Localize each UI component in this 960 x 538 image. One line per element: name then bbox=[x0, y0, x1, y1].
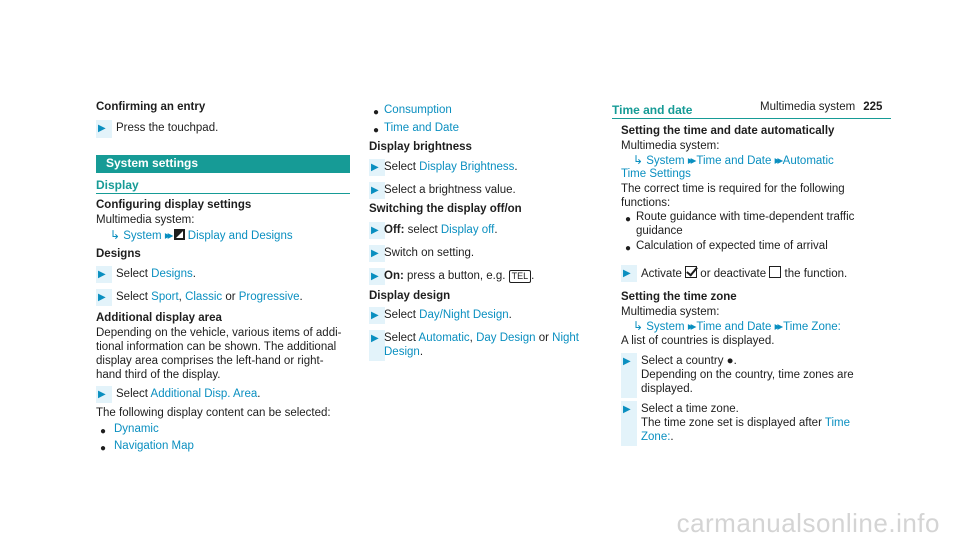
night-design-link[interactable]: Night bbox=[552, 332, 579, 344]
divider bbox=[96, 193, 350, 194]
heading-display-design: Display design bbox=[369, 290, 451, 302]
heading-additional-display-area: Additional display area bbox=[96, 312, 222, 324]
text: or bbox=[222, 291, 239, 303]
time-zone-link[interactable]: Time bbox=[824, 417, 851, 429]
heading-display-brightness: Display brightness bbox=[369, 141, 472, 153]
option-dynamic[interactable]: Dynamic bbox=[114, 423, 159, 435]
text: , bbox=[469, 332, 477, 344]
step-select-time-zone: Select a time zone. bbox=[641, 403, 739, 415]
path-system-link[interactable]: System bbox=[646, 155, 685, 167]
step-arrow-icon: ▶ bbox=[623, 356, 631, 367]
text: . bbox=[419, 346, 424, 358]
step-select-style bbox=[116, 290, 350, 305]
paragraph-line: display area comprises the left-hand or right- bbox=[96, 355, 324, 367]
text: . bbox=[257, 388, 261, 400]
additional-disp-area-link[interactable]: Additional Disp. Area bbox=[150, 388, 258, 400]
step-arrow-icon: ▶ bbox=[371, 185, 379, 196]
heading-confirming-entry: Confirming an entry bbox=[96, 101, 206, 113]
path-time-date-link[interactable]: Time and Date bbox=[696, 155, 772, 167]
step-arrow-icon: ▶ bbox=[371, 162, 379, 173]
menu-path bbox=[633, 319, 891, 335]
checkbox-checked-icon bbox=[685, 266, 697, 278]
path-time-settings-link[interactable]: Time Settings bbox=[621, 168, 691, 180]
display-off-link[interactable]: Display off bbox=[440, 224, 495, 236]
menu-label: Multimedia system: bbox=[621, 306, 720, 318]
step-select-country bbox=[641, 354, 891, 369]
step-arrow-icon: ▶ bbox=[371, 333, 379, 344]
step-arrow-icon: ▶ bbox=[371, 225, 379, 236]
text: The time zone set is displayed after bbox=[641, 417, 825, 429]
subheading-display: Display bbox=[96, 178, 139, 192]
step-select-additional-area bbox=[116, 387, 350, 402]
bullet-icon: ● bbox=[625, 243, 632, 254]
step-activate bbox=[641, 266, 891, 282]
text: or bbox=[535, 332, 553, 344]
tel-button-icon: TEL bbox=[509, 270, 532, 283]
heading-configuring-display: Configuring display settings bbox=[96, 199, 252, 211]
step-select-design-mode bbox=[384, 331, 605, 346]
text: . bbox=[494, 224, 498, 236]
step-display-on bbox=[384, 269, 605, 284]
watermark: carmanualsonline.info bbox=[676, 508, 940, 538]
option-time-and-date[interactable]: Time and Date bbox=[384, 122, 459, 134]
column-1 bbox=[96, 0, 350, 533]
menu-label: Multimedia system: bbox=[621, 140, 720, 152]
function-route-guidance: Route guidance with time-dependent traffic bbox=[636, 211, 855, 223]
divider bbox=[612, 118, 891, 119]
checkbox-empty-icon bbox=[769, 266, 781, 278]
time-zone-link-cont[interactable]: Zone: bbox=[641, 431, 671, 443]
chevron-right-icon: ▸▸ bbox=[774, 321, 781, 333]
function-route-guidance-cont: guidance bbox=[636, 225, 683, 237]
paragraph-line: Depending on the vehicle, various items of addi- bbox=[96, 327, 342, 339]
bullet-icon: ● bbox=[625, 214, 632, 225]
text: . bbox=[733, 355, 737, 367]
designs-link[interactable]: Designs bbox=[151, 268, 193, 280]
chevron-right-icon: ▸▸ bbox=[774, 155, 781, 167]
step-arrow-icon: ▶ bbox=[371, 271, 379, 282]
heading-switching-display: Switching the display off/on bbox=[369, 203, 522, 215]
chevron-right-icon: ▸▸ bbox=[687, 321, 694, 333]
path-system-link[interactable]: System bbox=[123, 230, 162, 242]
path-system-link[interactable]: System bbox=[646, 321, 685, 333]
step-continuation bbox=[384, 345, 605, 360]
header-title: Multimedia system bbox=[760, 101, 856, 113]
chevron-right-icon: ▸▸ bbox=[164, 230, 171, 242]
paragraph-line: hand third of the display. bbox=[96, 369, 221, 381]
text: Select bbox=[116, 268, 152, 280]
text: . bbox=[670, 431, 674, 443]
step-arrow-icon: ▶ bbox=[98, 292, 106, 303]
step-arrow-icon: ▶ bbox=[98, 123, 106, 134]
text: . bbox=[531, 270, 535, 282]
step-display-off bbox=[384, 223, 605, 238]
display-brightness-link[interactable]: Display Brightness bbox=[419, 161, 515, 173]
bullet-icon: ● bbox=[373, 125, 380, 136]
path-time-zone-link[interactable]: Time Zone: bbox=[783, 321, 841, 333]
label-on: On: bbox=[384, 270, 404, 282]
section-title: System settings bbox=[106, 156, 199, 170]
text: . bbox=[299, 291, 303, 303]
text: . bbox=[514, 161, 518, 173]
paragraph-line: displayed. bbox=[641, 383, 693, 395]
classic-link[interactable]: Classic bbox=[185, 291, 223, 303]
heading-designs: Designs bbox=[96, 248, 141, 260]
path-time-date-link[interactable]: Time and Date bbox=[696, 321, 772, 333]
paragraph-line: tional information can be shown. The additional bbox=[96, 341, 337, 353]
step-select-designs bbox=[116, 267, 350, 282]
paragraph-line: Depending on the country, time zones are bbox=[641, 369, 854, 381]
step-press-touchpad: Press the touchpad. bbox=[116, 122, 219, 134]
heading-auto-time: Setting the time and date automatically bbox=[621, 125, 835, 137]
text: Select bbox=[384, 161, 420, 173]
text: . bbox=[192, 268, 196, 280]
text: the function. bbox=[781, 268, 848, 280]
paragraph-line: functions: bbox=[621, 197, 671, 209]
column-3 bbox=[612, 0, 891, 533]
path-display-designs-link[interactable]: Display and Designs bbox=[187, 230, 293, 242]
radio-dot-icon: ● bbox=[726, 355, 734, 367]
day-design-link[interactable]: Day Design bbox=[476, 332, 536, 344]
page-number: 225 bbox=[863, 101, 883, 113]
menu-path bbox=[110, 228, 350, 244]
path-return-icon: ↳ bbox=[633, 153, 644, 167]
text: press a button, e.g. bbox=[403, 270, 509, 282]
step-select-brightness bbox=[384, 160, 605, 175]
text: , bbox=[178, 291, 186, 303]
path-automatic-link[interactable]: Automatic bbox=[782, 155, 834, 167]
bullet-icon: ● bbox=[373, 107, 380, 118]
text: Select bbox=[384, 309, 420, 321]
step-arrow-icon: ▶ bbox=[98, 269, 106, 280]
automatic-link[interactable]: Automatic bbox=[418, 332, 470, 344]
night-design-link-cont[interactable]: Design bbox=[384, 346, 420, 358]
menu-label: Multimedia system: bbox=[96, 214, 195, 226]
subheading-time-and-date: Time and date bbox=[612, 103, 693, 117]
option-navigation-map[interactable]: Navigation Map bbox=[114, 440, 194, 452]
text: select bbox=[404, 224, 441, 236]
section-bar-system-settings bbox=[96, 155, 350, 173]
step-arrow-icon: ▶ bbox=[98, 389, 106, 400]
step-switch-on: Switch on setting. bbox=[384, 247, 475, 259]
step-time-zone-set bbox=[641, 416, 891, 431]
paragraph-line: A list of countries is displayed. bbox=[621, 335, 775, 347]
paragraph-line: The correct time is required for the following bbox=[621, 183, 845, 195]
text: Select a country bbox=[641, 355, 727, 367]
text: Select bbox=[384, 332, 419, 344]
text: Select bbox=[116, 291, 152, 303]
text: or deactivate bbox=[697, 268, 770, 280]
text: . bbox=[508, 309, 512, 321]
step-select-day-night bbox=[384, 308, 605, 323]
step-select-brightness-value: Select a brightness value. bbox=[384, 184, 516, 196]
day-night-design-link[interactable]: Day/Night Design bbox=[419, 309, 509, 321]
sport-link[interactable]: Sport bbox=[151, 291, 179, 303]
step-arrow-icon: ▶ bbox=[623, 268, 631, 279]
step-arrow-icon: ▶ bbox=[623, 404, 631, 415]
heading-time-zone: Setting the time zone bbox=[621, 291, 737, 303]
option-consumption[interactable]: Consumption bbox=[384, 104, 452, 116]
bullet-icon: ● bbox=[100, 426, 107, 437]
step-arrow-icon: ▶ bbox=[371, 310, 379, 321]
paragraph-line: The following display content can be selected: bbox=[96, 407, 331, 419]
step-arrow-icon: ▶ bbox=[371, 248, 379, 259]
path-return-icon: ↳ bbox=[633, 319, 644, 333]
function-eta: Calculation of expected time of arrival bbox=[636, 240, 828, 252]
text: Select bbox=[116, 388, 151, 400]
bullet-icon: ● bbox=[100, 443, 107, 454]
column-2 bbox=[369, 0, 605, 533]
display-designs-icon bbox=[174, 229, 185, 240]
text: Activate bbox=[641, 268, 686, 280]
path-return-icon: ↳ bbox=[110, 228, 121, 242]
chevron-right-icon: ▸▸ bbox=[687, 155, 694, 167]
label-off: Off: bbox=[384, 224, 405, 236]
step-continuation bbox=[641, 430, 891, 445]
progressive-link[interactable]: Progressive bbox=[238, 291, 300, 303]
